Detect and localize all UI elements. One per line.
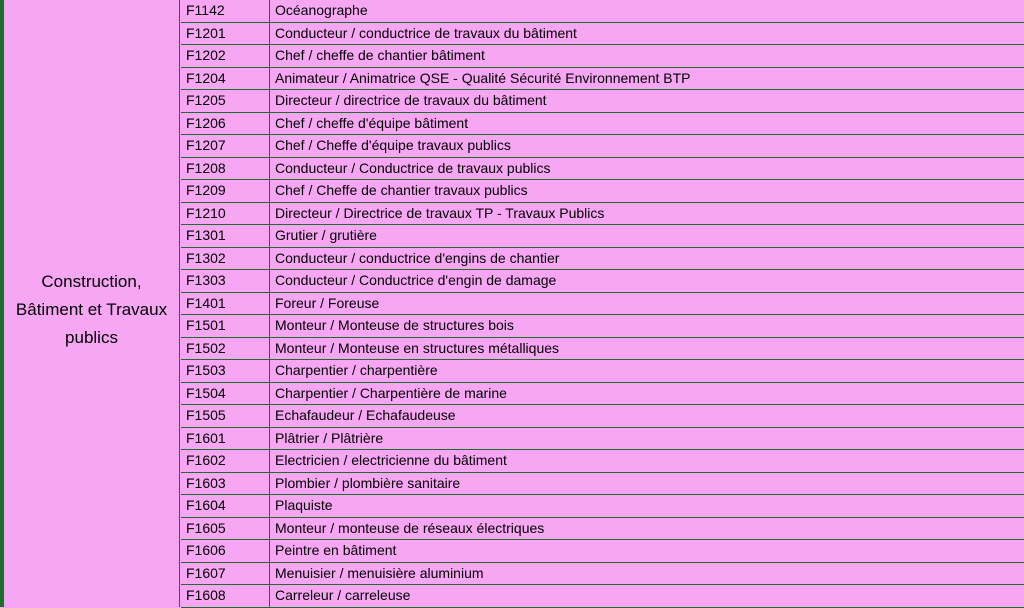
- code-cell[interactable]: F1206: [181, 113, 270, 135]
- code-cell[interactable]: F1503: [181, 360, 270, 382]
- table-row: [181, 158, 1024, 181]
- table-row: [181, 383, 1024, 406]
- label-cell[interactable]: Conducteur / Conductrice de travaux publics: [275, 159, 551, 176]
- category-cell[interactable]: [4, 0, 180, 607]
- label-cell[interactable]: Conducteur / conductrice d'engins de chantier: [275, 249, 560, 266]
- code-cell[interactable]: F1207: [181, 135, 270, 157]
- code-cell[interactable]: F1303: [181, 270, 270, 292]
- table-row: [181, 563, 1024, 586]
- label-cell[interactable]: Chef / cheffe de chantier bâtiment: [275, 47, 485, 63]
- label-cell[interactable]: Carreleur / carreleuse: [275, 587, 411, 603]
- table-row: [181, 203, 1024, 226]
- label-cell[interactable]: Echafaudeur / Echafaudeuse: [275, 407, 456, 423]
- table-row: [181, 90, 1024, 113]
- table-row: [181, 68, 1024, 91]
- category-line: publics: [65, 327, 118, 347]
- label-cell[interactable]: Conducteur / Conductrice d'engin de damage: [275, 272, 557, 288]
- table-row: [181, 225, 1024, 248]
- table-row: [181, 360, 1024, 383]
- table-row: [181, 113, 1024, 136]
- code-cell[interactable]: F1603: [181, 473, 270, 495]
- code-cell[interactable]: F1142: [181, 0, 270, 22]
- code-cell[interactable]: F1205: [181, 90, 270, 112]
- code-cell[interactable]: F1505: [181, 405, 270, 427]
- table-row: [181, 405, 1024, 428]
- label-cell[interactable]: Directeur / Directrice de travaux TP - Travaux Publics: [275, 204, 605, 221]
- table-row: [181, 270, 1024, 293]
- spreadsheet-grid: [4, 0, 1024, 607]
- label-cell[interactable]: Plaquiste: [275, 497, 333, 513]
- code-cell[interactable]: F1602: [181, 450, 270, 472]
- table-row: [181, 473, 1024, 496]
- table-row: [181, 23, 1024, 46]
- code-cell[interactable]: F1302: [181, 248, 270, 270]
- code-cell[interactable]: F1204: [181, 68, 270, 90]
- code-cell[interactable]: F1502: [181, 338, 270, 360]
- label-cell[interactable]: Charpentier / Charpentière de marine: [275, 384, 507, 401]
- code-cell[interactable]: F1605: [181, 518, 270, 540]
- label-cell[interactable]: Chef / Cheffe de chantier travaux publics: [275, 182, 528, 198]
- label-cell[interactable]: Menuisier / menuisière aluminium: [275, 564, 484, 581]
- table-row: [181, 428, 1024, 451]
- table-row: [181, 495, 1024, 518]
- category-line: Construction,: [41, 271, 142, 291]
- table-row: [181, 338, 1024, 361]
- category-label: [16, 268, 167, 352]
- code-cell[interactable]: F1606: [181, 540, 270, 562]
- table-row: [181, 585, 1024, 608]
- label-cell[interactable]: Océanographe: [275, 2, 368, 18]
- label-cell[interactable]: Charpentier / charpentière: [275, 362, 438, 378]
- table-row: [181, 248, 1024, 271]
- label-cell[interactable]: Monteur / monteuse de réseaux électriques: [275, 519, 545, 536]
- table-row: [181, 0, 1024, 23]
- code-cell[interactable]: F1202: [181, 45, 270, 67]
- code-cell[interactable]: F1604: [181, 495, 270, 517]
- category-line: Bâtiment et Travaux: [15, 299, 168, 319]
- table-row: [181, 45, 1024, 68]
- label-cell[interactable]: Foreur / Foreuse: [275, 294, 380, 311]
- code-cell[interactable]: F1401: [181, 293, 270, 315]
- code-cell[interactable]: F1607: [181, 563, 270, 585]
- code-cell[interactable]: F1208: [181, 158, 270, 180]
- rows-container: [181, 0, 1024, 608]
- label-cell[interactable]: Plâtrier / Plâtrière: [275, 429, 384, 446]
- label-cell[interactable]: Monteur / Monteuse de structures bois: [275, 317, 514, 333]
- table-row: [181, 293, 1024, 316]
- table-row: [181, 540, 1024, 563]
- label-cell[interactable]: Grutier / grutière: [275, 227, 377, 243]
- code-cell[interactable]: F1210: [181, 203, 270, 225]
- label-cell[interactable]: Chef / cheffe d'équipe bâtiment: [275, 114, 469, 131]
- code-cell[interactable]: F1501: [181, 315, 270, 337]
- table-row: [181, 518, 1024, 541]
- label-cell[interactable]: Chef / Cheffe d'équipe travaux publics: [275, 137, 511, 153]
- label-cell[interactable]: Conducteur / conductrice de travaux du bâtiment: [275, 24, 577, 41]
- code-cell[interactable]: F1608: [181, 585, 270, 607]
- code-cell[interactable]: F1201: [181, 23, 270, 45]
- code-cell[interactable]: F1301: [181, 225, 270, 247]
- label-cell[interactable]: Electricien / electricienne du bâtiment: [275, 452, 507, 468]
- code-cell[interactable]: F1209: [181, 180, 270, 202]
- table-row: [181, 315, 1024, 338]
- label-cell[interactable]: Directeur / directrice de travaux du bâtiment: [275, 92, 547, 108]
- table-row: [181, 450, 1024, 473]
- label-cell[interactable]: Plombier / plombière sanitaire: [275, 474, 461, 491]
- label-cell[interactable]: Peintre en bâtiment: [275, 542, 397, 558]
- code-cell[interactable]: F1601: [181, 428, 270, 450]
- code-cell[interactable]: F1504: [181, 383, 270, 405]
- table-row: [181, 135, 1024, 158]
- table-row: [181, 180, 1024, 203]
- label-cell[interactable]: Animateur / Animatrice QSE - Qualité Sécurité Environnement BTP: [275, 69, 691, 86]
- label-cell[interactable]: Monteur / Monteuse en structures métalliques: [275, 339, 560, 356]
